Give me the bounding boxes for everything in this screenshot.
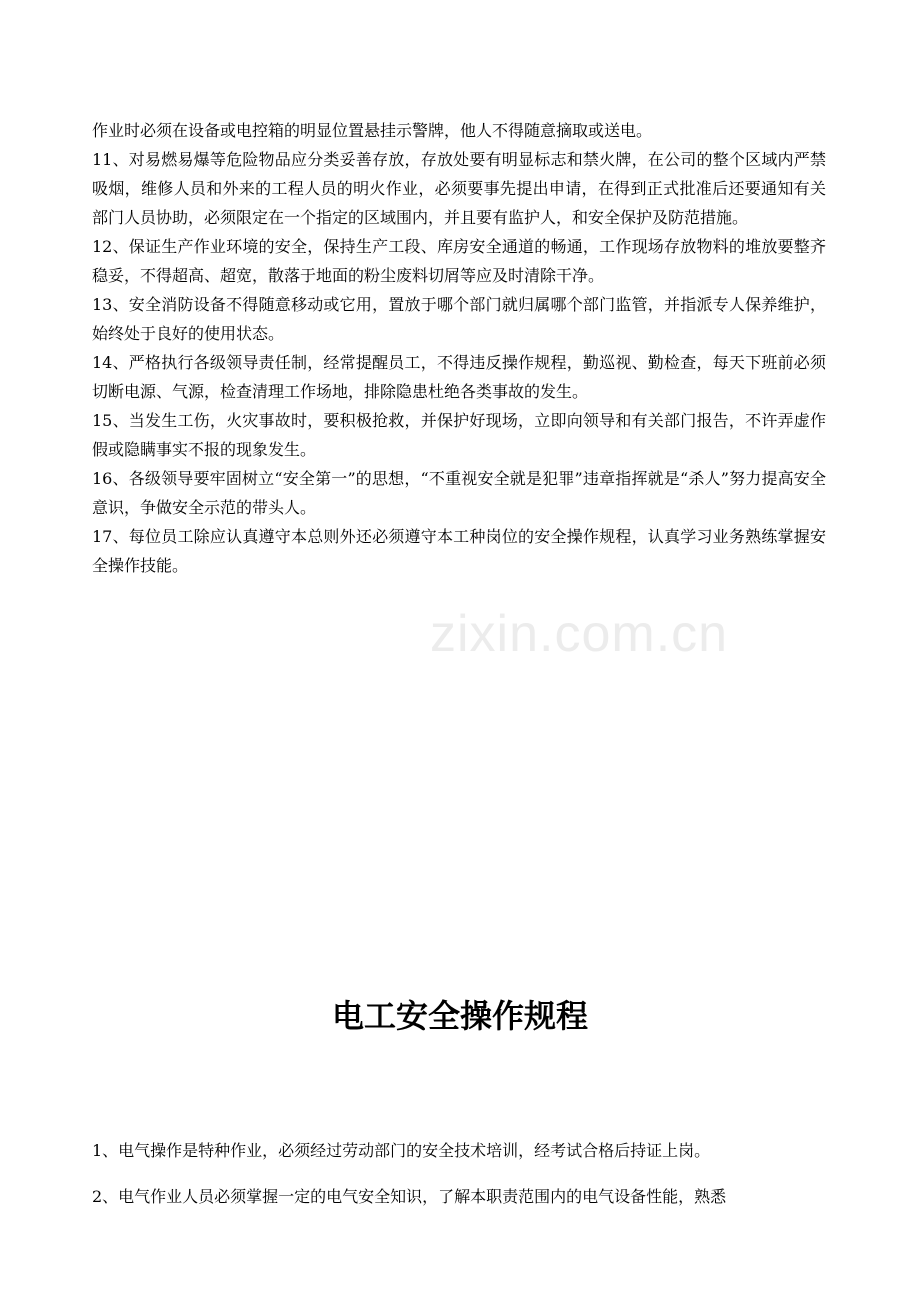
paragraph-rule-16: 16、各级领导要牢固树立“安全第一”的思想，“不重视安全就是犯罪”违章指挥就是“杀人”努力提高安全意识，争做安全示范的带头人。 [92,469,826,517]
electrician-rules-body [92,1136,826,1228]
paragraph-rule-13: 13、安全消防设备不得随意移动或它用，置放于哪个部门就归属哪个部门监管，并指派专人保养维护，始终处于良好的使用状态。 [92,295,826,343]
paragraph-electrician-1: 1、电气操作是特种作业，必须经过劳动部门的安全技术培训，经考试合格后持证上岗。 [92,1141,711,1160]
paragraph-rule-17: 17、每位员工除应认真遵守本总则外还必须遵守本工种岗位的安全操作规程，认真学习业务熟练掌握安全操作技能。 [92,527,826,575]
section-title: 电工安全操作规程 [331,997,588,1035]
paragraph-rule-11: 11、对易燃易爆等危险物品应分类妥善存放，存放处要有明显标志和禁火牌，在公司的整个区域内严禁吸烟，维修人员和外来的工程人员的明火作业，必须要事先提出申请，在得到正式批准后还要通知有关部门人员协助，必须限定在一个指定的区域围内，并且要有监护人，和安全保护及防范措施。 [92,150,826,227]
watermark-text: zixin.com.cn [430,605,729,663]
paragraph-rule-14: 14、严格执行各级领导责任制，经常提醒员工，不得违反操作规程，勤巡视、勤检查，每天下班前必须切断电源、气源，检查清理工作场地，排除隐患杜绝各类事故的发生。 [92,353,826,401]
paragraph-continuation: 作业时必须在设备或电控箱的明显位置悬挂示警牌，他人不得随意摘取或送电。 [92,121,653,140]
paragraph-rule-15: 15、当发生工伤，火灾事故时，要积极抢救，并保护好现场，立即向领导和有关部门报告，不许弄虚作假或隐瞒事实不报的现象发生。 [92,411,826,459]
paragraph-rule-12: 12、保证生产作业环境的安全，保持生产工段、库房安全通道的畅通，工作现场存放物料的堆放要整齐稳妥，不得超高、超宽，散落于地面的粉尘废料切屑等应及时清除干净。 [92,237,826,285]
rules-body [92,116,826,580]
paragraph-electrician-2: 2、电气作业人员必须掌握一定的电气安全知识，了解本职责范围内的电气设备性能，熟悉 [92,1187,727,1206]
